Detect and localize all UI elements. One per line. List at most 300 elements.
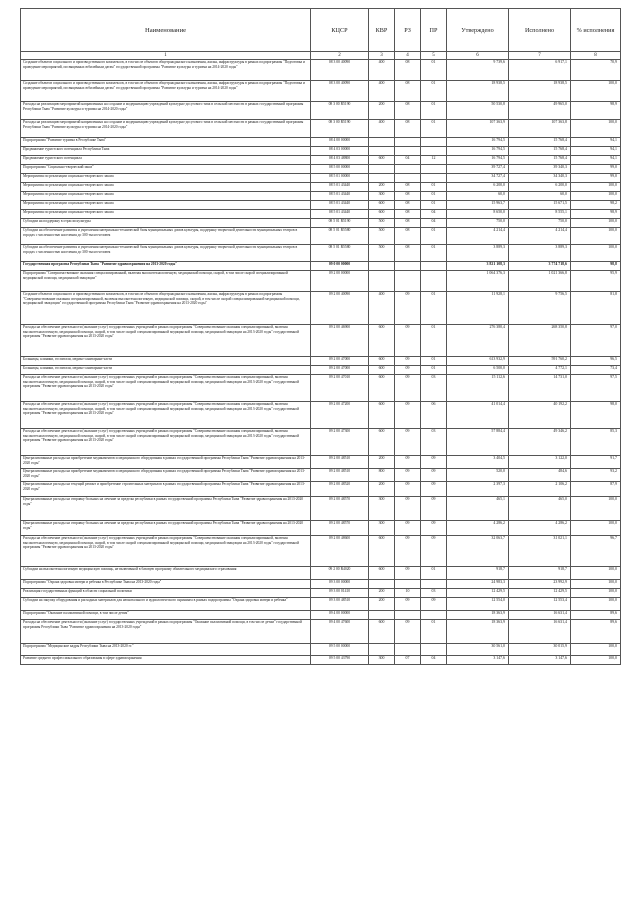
row-rz-cell: 08 [395,102,421,120]
row-name-cell: Создание объектов социального и производственного комплексов, в том числе объектов общегражданского назначения, жилья, инфраструктуры в рамках подпрограммы "Подготовка и проведение мероприятий, посвященных юбилейным датам" государственной программы "Развитие культуры и туризма на 2014-2020 годы" [21,60,311,81]
column-number: 8 [571,52,621,60]
row-pr-cell: 04 [421,210,447,219]
row-percent-cell: 100,0 [571,580,621,589]
row-name-cell: Развитие среднего профессионального образования в сфере здравоохранения [21,656,311,665]
budget-report-page [20,8,620,665]
row-kcsr-cell: 09 2 00 40090 [311,292,369,325]
row-name-cell: Расходы на обеспечение деятельности (оказание услуг) государственных учреждений в рамках подпрограммы "Совершенствование оказания специализированной, включая высокотехнологичную, медицинской помощи, скорой, в том числе скорой специализированной медицинской помощи, медицинской эвакуации на 2013-2020 годы" государственной программы "Развитие здравоохранения на 2013-2020 годы" [21,536,311,567]
row-kvr-cell [369,580,395,589]
column-number: 3 [369,52,395,60]
row-kcsr-cell: 09 2 00 48520 [311,482,369,497]
row-kcsr-cell: 09 2 00 48510 [311,456,369,469]
row-approved-cell: 2 397,3 [447,482,509,497]
row-executed-cell: 918,7 [509,567,571,580]
row-approved-cell: 24 983,3 [447,580,509,589]
row-name-cell: Расходы на обеспечение деятельности (оказание услуг) государственных учреждений в рамках подпрограммы "Совершенствование оказания специализированной, включая высокотехнологичную, медицинской помощи, скорой, в том числе скорой специализированной медицинской помощи, медицинской эвакуации на 2013-2020 годы" государственной программы "Развитие здравоохранения на 2013-2020 годы" [21,429,311,456]
row-executed-cell: 465,0 [509,497,571,521]
row-percent-cell: 87,9 [571,482,621,497]
table-row [21,262,621,271]
row-pr-cell [421,262,447,271]
budget-execution-table [20,8,621,665]
row-executed-cell: 16 631,4 [509,611,571,620]
column-number-row [21,52,621,60]
row-percent-cell: 100,0 [571,567,621,580]
row-kvr-cell [369,165,395,174]
row-rz-cell: 09 [395,497,421,521]
table-row [21,644,621,656]
row-rz-cell: 08 [395,201,421,210]
row-kcsr-cell: 09 4 00 47600 [311,620,369,644]
row-name-cell: Больницы, клиники, госпитали, медико-санитарные части [21,366,311,375]
row-kvr-cell: 600 [369,357,395,366]
row-name-cell: Мероприятия по реализации социально-творческого заказа [21,183,311,192]
row-name-cell: Субсидии на обеспечение развития и укрепления материально-технической базы муниципальных домов культуры, поддержку творческой деятельности муниципальных театров в городах с численностью населения до 300 тысяч человек [21,228,311,245]
row-executed-cell: 3 889,3 [509,245,571,262]
table-row [21,147,621,156]
row-executed-cell: 49 965,0 [509,102,571,120]
row-kvr-cell: 600 [369,201,395,210]
row-pr-cell [421,174,447,183]
row-rz-cell: 09 [395,429,421,456]
row-kvr-cell: 600 [369,429,395,456]
row-rz-cell: 09 [395,482,421,497]
row-name-cell: Подпрограмма "Охрана здоровья матери и ребенка в Республике Тыва на 2013-2020 годы" [21,580,311,589]
row-pr-cell [421,271,447,292]
row-kvr-cell: 600 [369,620,395,644]
row-name-cell: Централизованные расходы на приобретение медикаментов и медицинского оборудования в рамках государственной программы Республики Тыва "Развитие здравоохранения на 2013-2020 годы" [21,469,311,482]
row-kvr-cell: 600 [369,156,395,165]
row-approved-cell: 34 727,4 [447,174,509,183]
row-executed-cell: 31 021,1 [509,536,571,567]
row-percent-cell: 91,7 [571,456,621,469]
row-name-cell: Продвижение туристского потенциала [21,156,311,165]
row-pr-cell: 01 [421,366,447,375]
row-approved-cell: 16 794,5 [447,138,509,147]
row-rz-cell [395,165,421,174]
row-name-cell: Продвижение туристского потенциала Республики Тыва [21,147,311,156]
row-kcsr-cell: 08 4 03 00000 [311,147,369,156]
row-approved-cell: 3 147,6 [447,656,509,665]
row-kvr-cell: 400 [369,120,395,138]
row-kcsr-cell: 08 3 00 40090 [311,81,369,102]
header-name: Наименование [21,9,311,52]
row-executed-cell: 4 214,4 [509,228,571,245]
row-kcsr-cell: 08 4 03 48800 [311,156,369,165]
row-kcsr-cell: 09 2 00 47200 [311,402,369,429]
column-number: 2 [311,52,369,60]
table-row [21,245,621,262]
row-approved-cell: 4 214,4 [447,228,509,245]
row-kvr-cell: 600 [369,325,395,357]
row-kcsr-cell: 09 3 00 01410 [311,589,369,598]
column-number: 1 [21,52,311,60]
row-approved-cell: 3 404,5 [447,456,509,469]
row-percent-cell: 100,0 [571,656,621,665]
row-pr-cell: 01 [421,183,447,192]
table-row [21,402,621,429]
table-row [21,271,621,292]
row-kvr-cell: 200 [369,598,395,611]
table-row [21,210,621,219]
row-approved-cell: 12 554,0 [447,598,509,611]
row-kvr-cell: 600 [369,366,395,375]
row-name-cell: Расходы на реализацию мероприятий направленных на создание и модернизацию учреждений культурно-досугового типа в сельской местности в рамках государственной программы Республики Тыва "Развитие культуры и туризма на 2014-2020 годы" [21,102,311,120]
row-pr-cell [421,644,447,656]
row-kcsr-cell: 08 5 01 43440 [311,192,369,201]
row-pr-cell [421,580,447,589]
row-percent-cell: 100,0 [571,589,621,598]
row-pr-cell: 01 [421,81,447,102]
row-kvr-cell: 400 [369,60,395,81]
row-kcsr-cell: 08 3 00 R5190 [311,102,369,120]
row-kcsr-cell: 08 5 01 R5580 [311,245,369,262]
row-percent-cell: 98,9 [571,102,621,120]
row-name-cell: Субсидии на обеспечение развития и укрепления материально-технической базы муниципальных домов культуры, поддержку творческой деятельности муниципальных театров в городах с численностью населения до 300 тысяч человек [21,245,311,262]
row-pr-cell: 01 [421,102,447,120]
row-pr-cell: 09 [421,536,447,567]
row-percent-cell: 100,0 [571,521,621,536]
table-row [21,60,621,81]
row-name-cell: Больницы, клиники, госпитали, медико-санитарные части [21,357,311,366]
row-rz-cell: 08 [395,219,421,228]
row-kvr-cell: 600 [369,210,395,219]
row-pr-cell: 01 [421,245,447,262]
row-executed-cell: 23 992,9 [509,580,571,589]
row-approved-cell: 11 928,1 [447,292,509,325]
row-approved-cell: 1 064 376,3 [447,271,509,292]
row-rz-cell: 10 [395,589,421,598]
row-approved-cell: 15 963,7 [447,201,509,210]
row-pr-cell: 09 [421,497,447,521]
row-name-cell: Подпрограмма "Социально-творческий заказ" [21,165,311,174]
header-approved: Утверждено [447,9,509,52]
row-kcsr-cell: 09 2 00 R4020 [311,567,369,580]
row-kvr-cell: 200 [369,482,395,497]
row-rz-cell: 09 [395,375,421,402]
row-rz-cell: 09 [395,469,421,482]
table-row [21,521,621,536]
row-executed-cell: 34 340,3 [509,174,571,183]
row-percent-cell: 100,0 [571,245,621,262]
row-kvr-cell: 400 [369,292,395,325]
table-row [21,183,621,192]
row-kcsr-cell: 09 3 00 00000 [311,580,369,589]
row-percent-cell: 97,0 [571,325,621,357]
header-kcsr: КЦСР [311,9,369,52]
table-row [21,138,621,147]
table-row [21,165,621,174]
row-pr-cell: 09 [421,456,447,469]
row-approved-cell: 39 727,4 [447,165,509,174]
row-rz-cell: 09 [395,357,421,366]
row-pr-cell: 06 [421,402,447,429]
row-kvr-cell [369,611,395,620]
table-row [21,81,621,102]
row-percent-cell: 100,0 [571,598,621,611]
row-approved-cell: 3 889,3 [447,245,509,262]
row-executed-cell: 4 772,1 [509,366,571,375]
row-percent-cell: 70,9 [571,60,621,81]
table-row [21,174,621,183]
table-row [21,497,621,521]
row-pr-cell [421,138,447,147]
row-approved-cell: 12 429,5 [447,589,509,598]
row-kvr-cell: 400 [369,81,395,102]
row-name-cell: Государственная программа Республики Тыва "Развитие здравоохранения на 2013-2020 годы" [21,262,311,271]
row-approved-cell: 18 938,5 [447,81,509,102]
row-rz-cell [395,580,421,589]
row-approved-cell: 520,0 [447,469,509,482]
row-percent-cell: 100,0 [571,219,621,228]
row-pr-cell: 01 [421,60,447,81]
row-kvr-cell: 200 [369,456,395,469]
row-pr-cell: 09 [421,482,447,497]
table-row [21,429,621,456]
column-number: 6 [447,52,509,60]
row-kvr-cell: 300 [369,497,395,521]
row-name-cell: Субсидии на поддержку в отрасли культуры [21,219,311,228]
row-kvr-cell: 600 [369,567,395,580]
column-number: 4 [395,52,421,60]
row-name-cell: Расходы на обеспечение деятельности (оказание услуг) государственных учреждений в рамках подпрограммы "Совершенствование оказания специализированной, включая высокотехнологичную, медицинской помощи, скорой, в том числе скорой специализированной медицинской помощи, медицинской эвакуации на 2013-2020 годы" государственной программы "Развитие здравоохранения на 2013-2020 годы" [21,325,311,357]
row-name-cell: Мероприятия по реализации социально-творческого заказа [21,201,311,210]
row-kvr-cell: 200 [369,102,395,120]
row-executed-cell: 12 429,5 [509,589,571,598]
table-row [21,598,621,611]
row-rz-cell: 09 [395,456,421,469]
row-kcsr-cell: 08 5 01 43440 [311,210,369,219]
row-executed-cell: 14 731,0 [509,375,571,402]
row-kcsr-cell: 08 5 01 00000 [311,174,369,183]
row-executed-cell: 2 106,2 [509,482,571,497]
row-executed-cell: 39 340,3 [509,165,571,174]
row-pr-cell [421,611,447,620]
row-rz-cell: 09 [395,402,421,429]
row-rz-cell: 08 [395,245,421,262]
row-rz-cell [395,271,421,292]
row-executed-cell: 15 768,4 [509,147,571,156]
row-pr-cell: 01 [421,357,447,366]
row-percent-cell: 98,2 [571,201,621,210]
row-name-cell: Субсидии на закупку оборудования и расходных материалов для неонатального и аудиологического скрининга в рамках подпрограммы "Охрана здоровья матери и ребенка" [21,598,311,611]
row-pr-cell: 01 [421,192,447,201]
row-executed-cell: 16 631,4 [509,620,571,644]
row-executed-cell: 8 555,1 [509,210,571,219]
row-kvr-cell: 600 [369,536,395,567]
column-number: 5 [421,52,447,60]
row-executed-cell: 6 200,0 [509,183,571,192]
row-kvr-cell: 300 [369,656,395,665]
row-pr-cell: 09 [421,598,447,611]
row-percent-cell: 93,2 [571,469,621,482]
row-approved-cell: 276 380,4 [447,325,509,357]
table-row [21,456,621,469]
row-percent-cell: 100,0 [571,228,621,245]
row-percent-cell: 99,0 [571,165,621,174]
row-kcsr-cell: 08 5 01 R5580 [311,228,369,245]
row-executed-cell: 591 760,2 [509,357,571,366]
row-pr-cell: 01 [421,292,447,325]
table-row [21,469,621,482]
row-kcsr-cell: 09 2 00 47000 [311,366,369,375]
header-percent: % исполнения [571,9,621,52]
row-kvr-cell [369,262,395,271]
row-percent-cell: 96,7 [571,536,621,567]
table-row [21,228,621,245]
row-kcsr-cell: 09 3 00 48510 [311,598,369,611]
row-kcsr-cell: 08 3 00 R5190 [311,120,369,138]
row-rz-cell [395,611,421,620]
row-kcsr-cell: 09 2 00 46900 [311,325,369,357]
row-rz-cell [395,262,421,271]
row-approved-cell: 18 363,9 [447,611,509,620]
row-executed-cell: 15 768,4 [509,156,571,165]
row-approved-cell: 16 794,5 [447,156,509,165]
header-executed: Исполнено [509,9,571,52]
row-percent-cell: 100,0 [571,644,621,656]
row-percent-cell: 98,0 [571,402,621,429]
row-name-cell: Расходы на обеспечение деятельности (оказание услуг) государственных учреждений в рамках подпрограммы "Совершенствование оказания специализированной, включая высокотехнологичную, медицинской помощи, скорой, в том числе скорой специализированной медицинской помощи, медицинской эвакуации на 2013-2020 годы" государственной программы "Развитие здравоохранения на 2013-2020 годы" [21,375,311,402]
row-percent-cell: 100,0 [571,81,621,102]
row-kvr-cell: 300 [369,521,395,536]
row-rz-cell: 08 [395,228,421,245]
row-executed-cell: 107 363,8 [509,120,571,138]
row-kvr-cell [369,138,395,147]
table-body [21,60,621,665]
header-rz: РЗ [395,9,421,52]
table-row [21,201,621,210]
row-percent-cell: 100,0 [571,497,621,521]
table-row [21,567,621,580]
row-approved-cell: 41 014,4 [447,402,509,429]
row-pr-cell: 03 [421,589,447,598]
row-executed-cell: 15 768,4 [509,138,571,147]
row-executed-cell: 60,0 [509,192,571,201]
table-row [21,219,621,228]
row-rz-cell: 08 [395,192,421,201]
row-approved-cell: 18 363,9 [447,620,509,644]
row-executed-cell: 1 021 366,8 [509,271,571,292]
row-pr-cell: 04 [421,219,447,228]
table-row [21,375,621,402]
row-rz-cell [395,147,421,156]
row-kcsr-cell: 09 0 00 00000 [311,262,369,271]
row-kcsr-cell: 09 2 00 00000 [311,271,369,292]
row-kvr-cell: 500 [369,245,395,262]
row-kvr-cell: 500 [369,228,395,245]
row-kcsr-cell: 08 5 01 43440 [311,183,369,192]
row-kcsr-cell: 09 2 00 47000 [311,357,369,366]
row-rz-cell: 04 [395,156,421,165]
row-rz-cell: 09 [395,620,421,644]
row-kvr-cell: 200 [369,589,395,598]
row-kcsr-cell: 09 2 00 47010 [311,375,369,402]
row-percent-cell: 100,0 [571,183,621,192]
row-pr-cell: 09 [421,521,447,536]
row-approved-cell: 50 530,8 [447,102,509,120]
row-rz-cell: 09 [395,521,421,536]
row-name-cell: Расходы на реализацию мероприятий направленных на создание и модернизацию учреждений культурно-досугового типа в сельской местности в рамках государственной программы Республики Тыва "Развитие культуры и туризма на 2014-2020 годы" [21,120,311,138]
row-pr-cell: 01 [421,228,447,245]
row-name-cell: Субсидии на высокотехнологичную медицинскую помощь, не включенной в базовую программу обязательного медицинского страхования [21,567,311,580]
row-name-cell: Расходы на обеспечение деятельности (оказание услуг) государственных учреждений в рамках подпрограммы "Совершенствование оказания специализированной, включая высокотехнологичную, медицинской помощи, скорой, в том числе скорой специализированной медицинской помощи, медицинской эвакуации на 2013-2020 годы" государственной программы "Развитие здравоохранения на 2013-2020 годы" [21,402,311,429]
row-approved-cell: 8 650,0 [447,210,509,219]
row-percent-cell: 89,6 [571,611,621,620]
row-approved-cell: 4 286,2 [447,521,509,536]
row-percent-cell: 94,1 [571,156,621,165]
row-name-cell: Мероприятия по реализации социально-творческого заказа [21,174,311,183]
header-kvr: КВР [369,9,395,52]
row-kvr-cell: 500 [369,219,395,228]
row-approved-cell: 9 739,6 [447,60,509,81]
row-kcsr-cell: 09 2 00 48510 [311,469,369,482]
row-rz-cell: 08 [395,120,421,138]
table-row [21,292,621,325]
row-pr-cell: 01 [421,120,447,138]
row-percent-cell: 97,5 [571,375,621,402]
row-name-cell: Подпрограмма "Развитие туризма в Республике Тыва" [21,138,311,147]
row-rz-cell: 08 [395,60,421,81]
row-pr-cell: 12 [421,156,447,165]
row-approved-cell: 16 794,5 [447,147,509,156]
table-row [21,325,621,357]
row-executed-cell: 12 553,4 [509,598,571,611]
row-pr-cell: 01 [421,325,447,357]
row-kvr-cell: 600 [369,402,395,429]
row-percent-cell: 94,1 [571,147,621,156]
table-row [21,366,621,375]
row-approved-cell: 613 932,9 [447,357,509,366]
row-executed-cell: 15 671,5 [509,201,571,210]
row-approved-cell: 6 200,0 [447,183,509,192]
row-percent-cell: 100,0 [571,192,621,201]
table-row [21,656,621,665]
row-kcsr-cell: 09 2 00 48570 [311,497,369,521]
table-row [21,102,621,120]
row-kcsr-cell: 09 2 00 48570 [311,521,369,536]
row-approved-cell: 3 821 108,3 [447,262,509,271]
row-name-cell: Создание объектов социального и производственного комплексов, в том числе объектов общегражданского назначения, жилья, инфраструктуры в рамках подпрограммы "Совершенствование оказания специализированной, включая высокотехнологичную, медицинской помощи, скорой, в том числе скорой специализированной медицинской помощи, медицинской эвакуации" государственной программы Республики Тыва "Развитие здравоохранения на 2013-2020 годы" [21,292,311,325]
row-executed-cell: 750,0 [509,219,571,228]
row-percent-cell: 85,3 [571,429,621,456]
row-rz-cell [395,644,421,656]
row-name-cell: Подпрограмма "Оказание паллиативной помощи, в том числе детям" [21,611,311,620]
row-percent-cell: 81,8 [571,292,621,325]
row-executed-cell: 30 015,9 [509,644,571,656]
row-pr-cell: 09 [421,469,447,482]
row-kvr-cell: 200 [369,183,395,192]
row-kcsr-cell: 08 3 00 40090 [311,60,369,81]
row-pr-cell [421,165,447,174]
row-percent-cell: 94,1 [571,138,621,147]
row-percent-cell: 98,8 [571,262,621,271]
row-percent-cell: 99,0 [571,174,621,183]
row-executed-cell: 3 774 718,6 [509,262,571,271]
row-name-cell: Централизованные расходы на текущий ремонт и приобретение строительных материалов в рамках государственной программы Республики Тыва "Развитие здравоохранения на 2013-2020 годы" [21,482,311,497]
row-rz-cell: 09 [395,536,421,567]
row-executed-cell: 40 192,2 [509,402,571,429]
row-approved-cell: 60,0 [447,192,509,201]
row-executed-cell: 18 938,5 [509,81,571,102]
row-name-cell: Подпрограмма "Совершенствование оказания специализированной, включая высокотехнологичную, медицинской помощи, скорой, в том числе скорой специализированной медицинской помощи, медицинской эвакуации" [21,271,311,292]
row-rz-cell: 07 [395,656,421,665]
row-kcsr-cell: 08 4 00 00000 [311,138,369,147]
row-percent-cell: 98,9 [571,210,621,219]
row-percent-cell: 95,9 [571,271,621,292]
row-name-cell: Реализация государственных функций в области социальной политики [21,589,311,598]
row-approved-cell: 750,0 [447,219,509,228]
row-approved-cell: 465,1 [447,497,509,521]
